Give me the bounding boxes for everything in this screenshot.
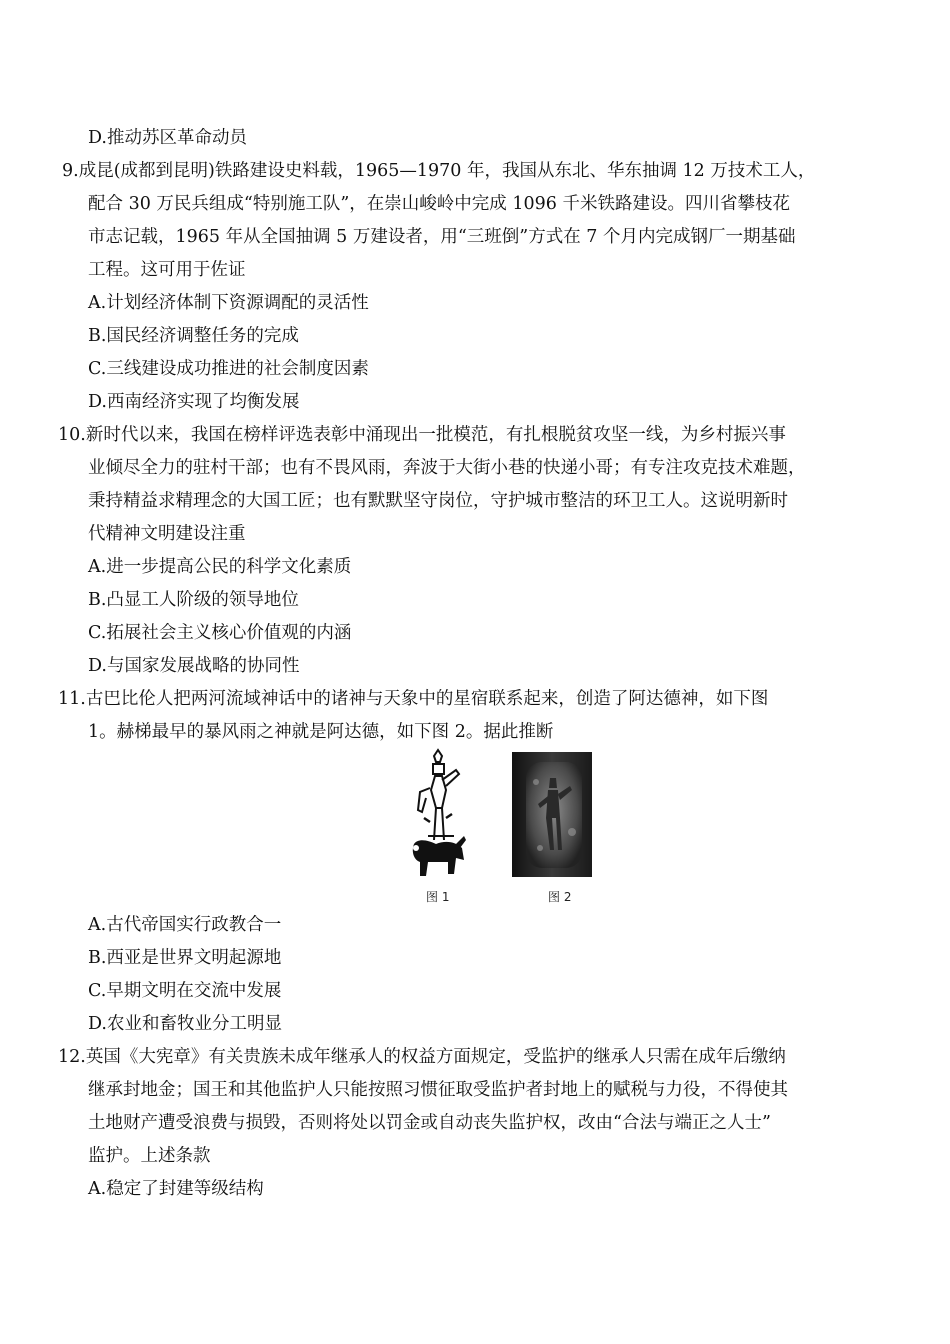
q10-option-d: D.与国家发展战略的协同性 (88, 656, 300, 676)
q11-option-c: C.早期文明在交流中发展 (88, 981, 282, 1001)
q11-figures (400, 748, 610, 908)
q12-stem-line-1: 12.英国《大宪章》有关贵族未成年继承人的权益方面规定，受监护的继承人只需在成年后缴纳 (58, 1047, 786, 1067)
q9-stem-line-4: 工程。这可用于佐证 (88, 260, 246, 280)
q10-option-c: C.拓展社会主义核心价值观的内涵 (88, 623, 352, 643)
q11-option-a: A.古代帝国实行政教合一 (88, 915, 282, 935)
q12-stem-line-4: 监护。上述条款 (88, 1146, 211, 1166)
q12-stem-line-2: 继承封地金；国王和其他监护人只能按照习惯征取受监护者封地上的赋税与力役，不得使其 (88, 1080, 788, 1100)
q9-stem-line-3: 市志记载，1965 年从全国抽调 5 万建设者，用“三班倒”方式在 7 个月内完成钢厂一期基础 (88, 227, 796, 247)
q10-stem-line-3: 秉持精益求精理念的大国工匠；也有默默坚守岗位，守护城市整洁的环卫工人。这说明新时 (88, 491, 788, 511)
figure-2-caption: 图 2 (548, 890, 572, 904)
figure-2-hittite-relief-photo (512, 752, 592, 877)
q11-option-b: B.西亚是世界文明起源地 (88, 948, 282, 968)
q9-option-a: A.计划经济体制下资源调配的灵活性 (88, 293, 369, 313)
q9-option-d: D.西南经济实现了均衡发展 (88, 392, 300, 412)
option-d-previous: D.推动苏区革命动员 (88, 128, 247, 148)
q9-option-b: B.国民经济调整任务的完成 (88, 326, 299, 346)
q9-stem-line-1: 9.成昆(成都到昆明)铁路建设史料载，1965—1970 年，我国从东北、华东抽调 12 万技术工人， (62, 161, 816, 181)
q10-option-a: A.进一步提高公民的科学文化素质 (88, 557, 352, 577)
q11-stem-line-1: 11.古巴比伦人把两河流域神话中的诸神与天象中的星宿联系起来，创造了阿达德神，如下图 (58, 689, 769, 709)
q12-stem-line-3: 土地财产遭受浪费与损毁，否则将处以罚金或自动丧失监护权，改由“合法与端正之人士” (88, 1113, 771, 1133)
q11-stem-line-2: 1。赫梯最早的暴风雨之神就是阿达德，如下图 2。据此推断 (88, 722, 554, 742)
q10-stem-line-2: 业倾尽全力的驻村干部；也有不畏风雨，奔波于大街小巷的快递小哥；有专注攻克技术难题， (88, 458, 806, 478)
q10-stem-line-4: 代精神文明建设注重 (88, 524, 246, 544)
q9-stem-line-2: 配合 30 万民兵组成“特别施工队”，在崇山峻岭中完成 1096 千米铁路建设。四川省攀枝花 (88, 194, 790, 214)
q10-option-b: B.凸显工人阶级的领导地位 (88, 590, 299, 610)
q9-option-c: C.三线建设成功推进的社会制度因素 (88, 359, 369, 379)
q10-stem-line-1: 10.新时代以来，我国在榜样评选表彰中涌现出一批模范，有扎根脱贫攻坚一线，为乡村振兴事 (58, 425, 786, 445)
q12-option-a: A.稳定了封建等级结构 (88, 1179, 264, 1199)
figure-1-adad-drawing (406, 748, 468, 883)
figure-1-caption: 图 1 (426, 890, 450, 904)
q11-option-d: D.农业和畜牧业分工明显 (88, 1014, 282, 1034)
